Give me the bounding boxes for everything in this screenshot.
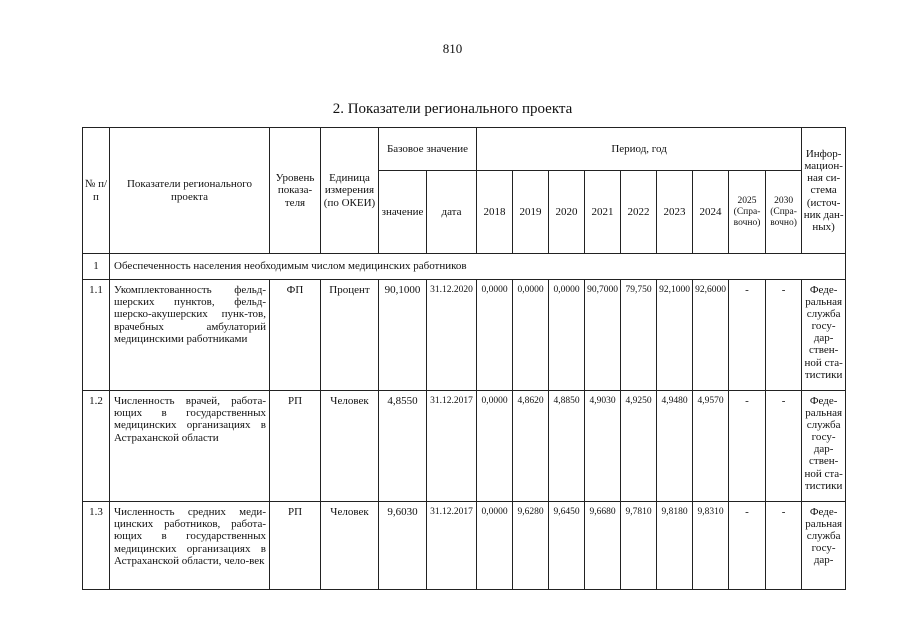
row-source: Феде-ральная служба госу-дар- [802, 502, 846, 590]
row-name: Численность средних меди-цинских работников, работа-ющих в государственных медицинских организациях в Астраханской области, чело-век [110, 502, 270, 590]
table-row [83, 391, 846, 502]
section-num: 1 [83, 254, 110, 280]
header-source: Инфор-мацион-ная си-стема (источ-ник дан-ных) [802, 128, 846, 254]
row-num: 1.3 [83, 502, 110, 590]
row-base-value: 9,6030 [379, 502, 427, 590]
row-value: 9,7810 [621, 502, 657, 590]
header-unit: Единица измерения (по ОКЕИ) [321, 128, 379, 254]
section-title: 2. Показатели регионального проекта [332, 101, 573, 117]
row-value-2030: - [766, 502, 802, 590]
row-level: РП [270, 502, 321, 590]
header-year: 2019 [513, 171, 549, 254]
row-value-2025: - [729, 391, 766, 502]
row-name: Численность врачей, работа-ющих в государственных медицинских организациях в Астраханской области [110, 391, 270, 502]
row-value: 9,6680 [585, 502, 621, 590]
row-level: ФП [270, 280, 321, 391]
row-base-value: 90,1000 [379, 280, 427, 391]
header-year: 2022 [621, 171, 657, 254]
row-value-2025: - [729, 502, 766, 590]
header-indicator: Показатели регионального проекта [110, 128, 270, 254]
row-value: 0,0000 [549, 280, 585, 391]
row-value-2030: - [766, 391, 802, 502]
row-unit: Человек [321, 391, 379, 502]
row-source: Феде-ральная служба госу-дар-ствен-ной ста-тистики [802, 391, 846, 502]
row-base-date: 31.12.2017 [427, 391, 477, 502]
row-value: 0,0000 [477, 280, 513, 391]
header-year: 2023 [657, 171, 693, 254]
row-unit: Процент [321, 280, 379, 391]
header-year-2030: 2030 (Спра-вочно) [766, 171, 802, 254]
header-year: 2024 [693, 171, 729, 254]
header-level: Уровень показа-теля [270, 128, 321, 254]
row-value: 0,0000 [513, 280, 549, 391]
row-value: 4,9030 [585, 391, 621, 502]
row-num: 1.2 [83, 391, 110, 502]
table-row [83, 280, 846, 391]
header-base-value: значение [379, 171, 427, 254]
row-value: 9,8310 [693, 502, 729, 590]
row-value: 9,6450 [549, 502, 585, 590]
table-row [83, 502, 846, 590]
row-name: Укомплектованность фельд-шерских пунктов, фельд-шерско-акушерских пунк-тов, врачебных амбулаторий медицинскими работниками [110, 280, 270, 391]
header-year-2025: 2025 (Спра-вочно) [729, 171, 766, 254]
row-value: 4,8620 [513, 391, 549, 502]
header-num: № п/п [83, 128, 110, 254]
section-row [83, 254, 846, 280]
row-source: Феде-ральная служба госу-дар-ствен-ной ста-тистики [802, 280, 846, 391]
page-number: 810 [442, 41, 463, 56]
row-base-value: 4,8550 [379, 391, 427, 502]
header-base-date: дата [427, 171, 477, 254]
row-base-date: 31.12.2020 [427, 280, 477, 391]
row-value: 9,8180 [657, 502, 693, 590]
header-base: Базовое значение [379, 128, 477, 171]
section-text: Обеспеченность населения необходимым числом медицинских работников [110, 254, 846, 280]
row-value-2030: - [766, 280, 802, 391]
row-value: 92,6000 [693, 280, 729, 391]
row-value: 4,9570 [693, 391, 729, 502]
header-period: Период, год [477, 128, 802, 171]
row-base-date: 31.12.2017 [427, 502, 477, 590]
row-value: 0,0000 [477, 391, 513, 502]
row-value: 4,8850 [549, 391, 585, 502]
row-value: 79,750 [621, 280, 657, 391]
row-level: РП [270, 391, 321, 502]
indicators-table [82, 127, 846, 590]
row-value: 0,0000 [477, 502, 513, 590]
row-value: 4,9480 [657, 391, 693, 502]
row-value-2025: - [729, 280, 766, 391]
header-year: 2020 [549, 171, 585, 254]
row-unit: Человек [321, 502, 379, 590]
header-year: 2018 [477, 171, 513, 254]
header-year: 2021 [585, 171, 621, 254]
row-value: 4,9250 [621, 391, 657, 502]
row-value: 9,6280 [513, 502, 549, 590]
row-value: 92,1000 [657, 280, 693, 391]
row-num: 1.1 [83, 280, 110, 391]
row-value: 90,7000 [585, 280, 621, 391]
header-row-1 [83, 128, 846, 171]
